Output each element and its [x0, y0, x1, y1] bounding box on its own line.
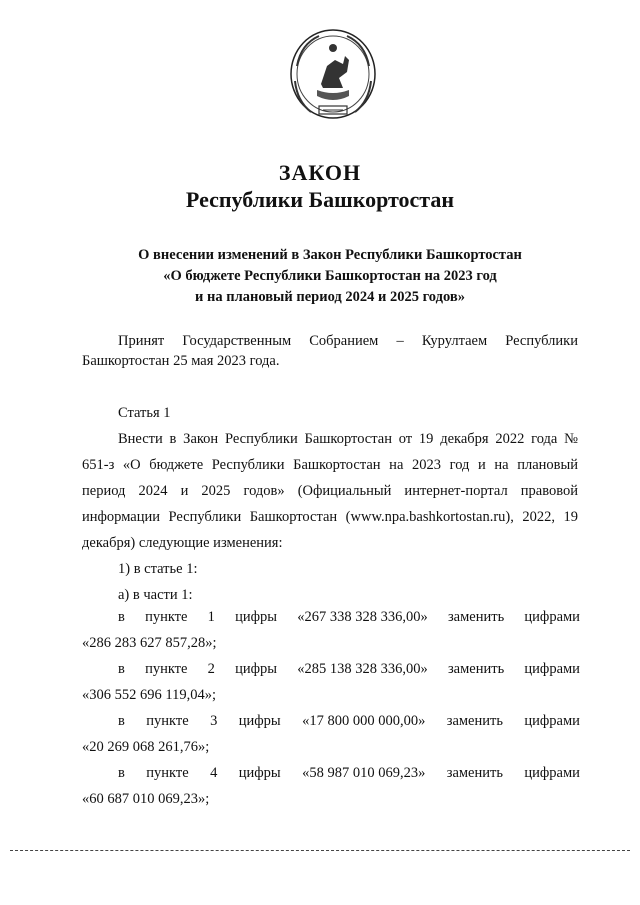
- heading-line: «О бюджете Республики Башкортостан на 2023 год: [163, 268, 497, 284]
- point-word: цифры: [235, 609, 278, 625]
- point-word: цифрами: [524, 661, 580, 677]
- law-subtitle: Республики Башкортостан: [185, 187, 455, 212]
- point-word: заменить: [447, 609, 505, 625]
- point-word: в: [118, 713, 125, 729]
- point-number: 2: [207, 661, 215, 677]
- adopted-line-1: Принят Государственным Собранием – Курултаем Республики: [118, 333, 578, 349]
- point-word: в: [118, 609, 125, 625]
- point-number: 4: [210, 765, 218, 781]
- item-1: 1) в статье 1:: [118, 561, 198, 577]
- item-a: а) в части 1:: [118, 587, 193, 603]
- point-number: 1: [207, 609, 215, 625]
- law-heading: [120, 245, 540, 308]
- point-word: в: [118, 765, 125, 781]
- point-word: цифрами: [524, 713, 580, 729]
- new-value: «20 269 068 261,76»;: [82, 739, 210, 755]
- new-value: «60 687 010 069,23»;: [82, 791, 210, 807]
- point-word: пункте: [145, 609, 188, 625]
- point-word: пункте: [146, 765, 189, 781]
- point-number: 3: [210, 713, 218, 729]
- article-text-line: период 2024 и 2025 годов» (Официальный интернет-портал правовой: [82, 483, 578, 499]
- point-word: цифры: [238, 765, 281, 781]
- old-value: «17 800 000 000,00»: [302, 713, 426, 729]
- point-word: заменить: [447, 661, 505, 677]
- point-word: цифры: [238, 713, 281, 729]
- article-text-line: Внести в Закон Республики Башкортостан от 19 декабря 2022 года №: [118, 431, 578, 447]
- law-title: ЗАКОН: [278, 160, 362, 185]
- point-word: заменить: [446, 713, 503, 729]
- point-row: [118, 760, 580, 786]
- article-text-line: информации Республики Башкортостан (www.npa.bashkortostan.ru), 2022, 19: [82, 509, 578, 525]
- article-text-line: декабря) следующие изменения:: [82, 535, 283, 551]
- heading-line: О внесении изменений в Закон Республики Башкортостан: [138, 247, 522, 263]
- page-divider: [10, 850, 630, 851]
- point-row: [118, 708, 580, 734]
- article-text-line: 651-з «О бюджете Республики Башкортостан на 2023 год и на плановый: [82, 457, 578, 473]
- point-word: заменить: [446, 765, 503, 781]
- point-row: [118, 604, 580, 630]
- old-value: «58 987 010 069,23»: [302, 765, 426, 781]
- heading-line: и на плановый период 2024 и 2025 годов»: [195, 289, 465, 305]
- point-word: цифрами: [524, 765, 580, 781]
- adopted-line-2: Башкортостан 25 мая 2023 года.: [82, 353, 280, 369]
- point-word: цифры: [235, 661, 278, 677]
- old-value: «267 338 328 336,00»: [297, 609, 428, 625]
- coat-of-arms-emblem: [287, 26, 379, 126]
- point-word: цифрами: [524, 609, 580, 625]
- article-label: Статья 1: [118, 405, 171, 421]
- point-word: пункте: [146, 713, 189, 729]
- new-value: «306 552 696 119,04»;: [82, 687, 216, 703]
- point-word: пункте: [145, 661, 188, 677]
- new-value: «286 283 627 857,28»;: [82, 635, 217, 651]
- old-value: «285 138 328 336,00»: [297, 661, 428, 677]
- point-word: в: [118, 661, 125, 677]
- point-row: [118, 656, 580, 682]
